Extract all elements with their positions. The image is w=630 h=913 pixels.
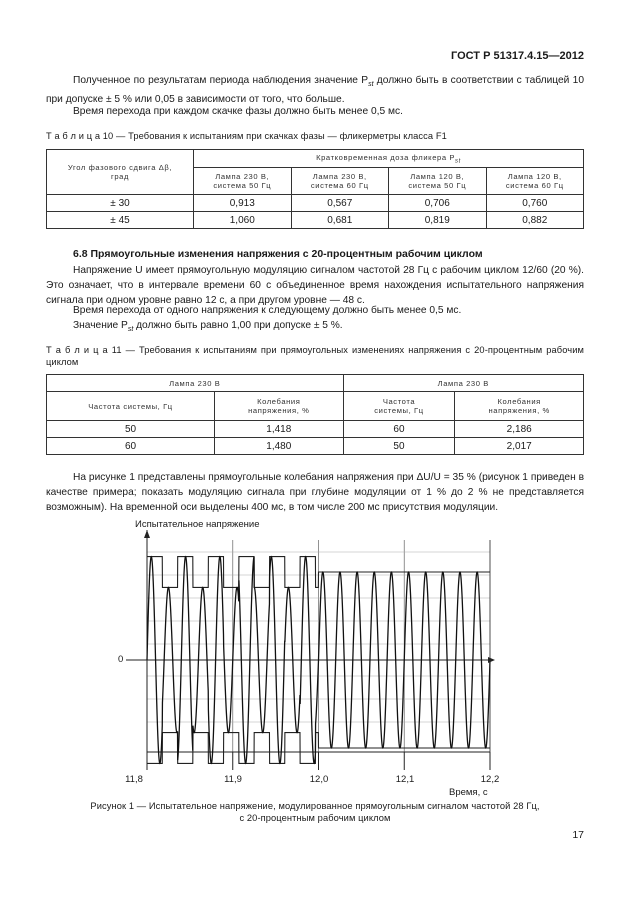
table10-cell: ± 45 <box>47 212 194 229</box>
chart-ylabel: Испытательное напряжение <box>135 519 260 530</box>
y-axis-arrow <box>144 530 150 540</box>
x-axis-arrow <box>488 657 495 663</box>
intro-p1: Полученное по результатам периода наблюдения значение P <box>73 75 369 86</box>
intro-p1-rest: должно быть в соответствии с таблицей 10 при допуске ± 5 % или 0,05 в зависимости от того, что больше. <box>46 75 584 106</box>
table11-caption: Т а б л и ц а 11 — Требования к испытаниям при прямоугольных изменениях напряжения с 20-процентным рабочим циклом <box>46 345 584 367</box>
table11-cell: 1,418 <box>215 421 344 438</box>
table10-cell: 0,706 <box>389 195 487 212</box>
figure-caption-line-2: с 20-процентным рабочим циклом <box>239 813 391 823</box>
table10-group-header-sub: st <box>455 158 461 165</box>
page-number: 17 <box>572 829 584 841</box>
table11-cell: 2,186 <box>455 421 584 438</box>
table10-cell: 0,681 <box>291 212 389 229</box>
table11-col-header: Колебания напряжения, % <box>215 392 344 421</box>
table11-col-header: Частота системы, Гц <box>47 392 215 421</box>
table11-cell: 60 <box>47 438 215 455</box>
x-tick-label: 11,8 <box>125 774 143 785</box>
table10-col-header: Лампа 230 В, система 50 Гц <box>194 168 292 195</box>
table10-group-header-text: Кратковременная доза фликера P <box>316 152 456 162</box>
chart-y-tick-zero: 0 <box>118 654 124 665</box>
table10-cell: 0,819 <box>389 212 487 229</box>
table11-cell: 60 <box>343 421 455 438</box>
table10-col0-header: Угол фазового сдвига Δβ, град <box>47 150 194 195</box>
table11-group-left: Лампа 230 В <box>47 375 344 392</box>
section68-p3a: Значение P <box>73 320 128 331</box>
intro-paragraph-2: Время перехода при каждом скачке фазы должно быть менее 0,5 мс. <box>73 106 403 117</box>
table11-col-header: Частота системы, Гц <box>343 392 455 421</box>
section68-paragraph-2: Время перехода от одного напряжения к следующему должно быть менее 0,5 мс. <box>73 305 462 316</box>
table10-cell: 0,882 <box>486 212 584 229</box>
table11-cell: 50 <box>47 421 215 438</box>
x-tick-label: 12,0 <box>309 774 329 785</box>
table10-cell: 0,913 <box>194 195 292 212</box>
table10-col-header: Лампа 120 В, система 50 Гц <box>389 168 487 195</box>
table10-cell: ± 30 <box>47 195 194 212</box>
x-tick-label: 11,9 <box>224 774 242 785</box>
section68-p3b: должно быть равно 1,00 при допуске ± 5 %. <box>133 320 343 331</box>
table10-col-header: Лампа 230 В, система 60 Гц <box>291 168 389 195</box>
x-tick-label: 12,2 <box>480 774 500 785</box>
table11-cell: 50 <box>343 438 455 455</box>
table11-cell: 2,017 <box>455 438 584 455</box>
section68-p3-sub: st <box>127 326 134 334</box>
y-axis-arrowhead <box>144 530 150 538</box>
table11-col-header: Колебания напряжения, % <box>455 392 584 421</box>
table10-caption: Т а б л и ц а 10 — Требования к испытаниям при скачках фазы — фликерметры класса F1 <box>46 131 447 141</box>
table10-cell: 0,567 <box>291 195 389 212</box>
x-axis-arrowhead <box>488 657 495 663</box>
x-tick-label: 12,1 <box>395 774 415 785</box>
intro-p1-sub: st <box>368 81 374 89</box>
table10-col-header: Лампа 120 В, система 60 Гц <box>486 168 584 195</box>
section68-paragraph-1: Напряжение U имеет прямоугольную модуляцию сигналом частотой 28 Гц с рабочим циклом 12/60 (20 %). Это означает, что в интервале времени 60 с объединенное время нахождения испытательного напряжения сигнала при одном уровне равно 12 с, а при другом уровне — 48 с. <box>46 265 584 306</box>
table11-cell: 1,480 <box>215 438 344 455</box>
table10-cell: 1,060 <box>194 212 292 229</box>
chart-xlabel: Время, с <box>449 787 488 798</box>
standard-code: ГОСТ Р 51317.4.15—2012 <box>450 50 584 62</box>
table10-cell: 0,760 <box>486 195 584 212</box>
figure-caption-line-1: Рисунок 1 — Испытательное напряжение, модулированное прямоугольным сигналом частотой 28 Гц, <box>90 801 540 811</box>
figure-description: На рисунке 1 представлены прямоугольные колебания напряжения при ΔU/U = 35 % (рисунок 1 приведен в качестве примера; показать модуляцию сигнала при глубине модуляции от 1 % до 2 % не представляется возможным). На временной оси выделены 400 мс, в том числе 200 мс присутствия модуляции. <box>46 472 584 513</box>
section-title: 6.8 Прямоугольные изменения напряжения с 20-процентным рабочим циклом <box>73 248 483 260</box>
table11-group-right: Лампа 230 В <box>343 375 583 392</box>
